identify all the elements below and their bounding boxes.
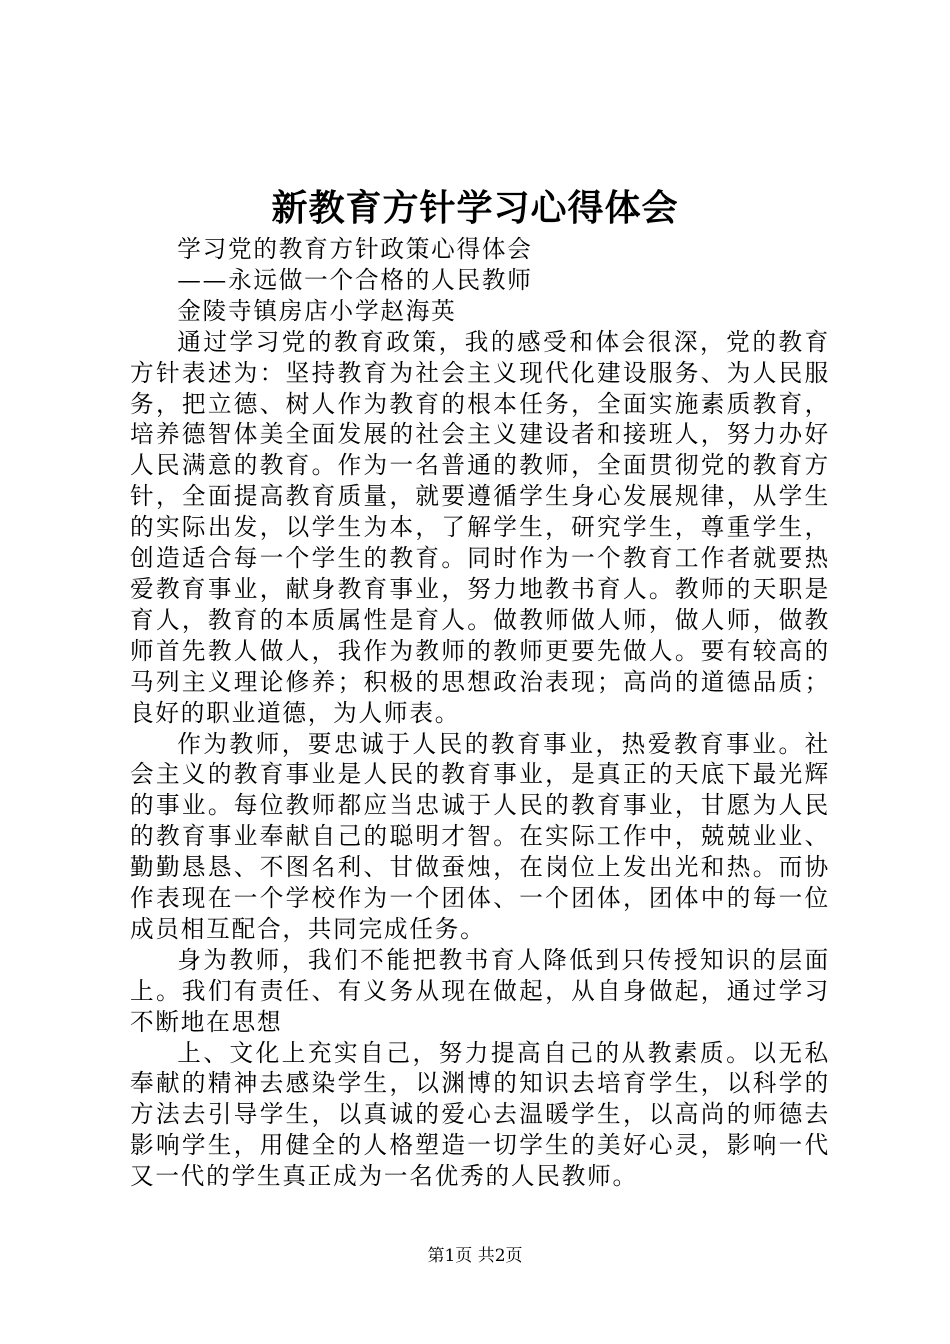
subtitle-line: ——永远做一个合格的人民教师 (177, 265, 533, 294)
document-body (130, 234, 830, 1192)
page-number: 第1页 共2页 (427, 1246, 523, 1266)
body-paragraph: 作为教师，要忠诚于人民的教育事业，热爱教育事业。社会主义的教育事业是人民的教育事业，是真正的天底下最光辉的事业。每位教师都应当忠诚于人民的教育事业，甘愿为人民的教育事业奉献自己的聪明才智。在实际工作中，兢兢业业、勤勤恳恳、不图名利、甘做蚕烛，在岗位上发出光和热。而协作表现在一个学校作为一个团体、一个团体，团体中的每一位成员相互配合，共同完成任务。 (130, 729, 830, 943)
body-paragraph: 上、文化上充实自己，努力提高自己的从教素质。以无私奉献的精神去感染学生，以渊博的知识去培育学生，以科学的方法去引导学生，以真诚的爱心去温暖学生，以高尚的师德去影响学生，用健全的人格塑造一切学生的美好心灵，影响一代又一代的学生真正成为一名优秀的人民教师。 (130, 1038, 830, 1191)
document-title: 新教育方针学习心得体会 (271, 187, 679, 229)
body-paragraph: 身为教师，我们不能把教书育人降低到只传授知识的层面上。我们有责任、有义务从现在做起，从自身做起，通过学习不断地在思想 (130, 945, 830, 1036)
author-line: 金陵寺镇房店小学赵海英 (177, 296, 457, 325)
body-paragraph: 通过学习党的教育政策，我的感受和体会很深，党的教育方针表述为：坚持教育为社会主义现代化建设服务、为人民服务，把立德、树人作为教育的根本任务，全面实施素质教育，培养德智体美全面发展的社会主义建设者和接班人，努力办好人民满意的教育。作为一名普通的教师，全面贯彻党的教育方针，全面提高教育质量，就要遵循学生身心发展规律，从学生的实际出发，以学生为本，了解学生，研究学生，尊重学生，创造适合每一个学生的教育。同时作为一个教育工作者就要热爱教育事业，献身教育事业，努力地教书育人。教师的天职是育人，教育的本质属性是育人。做教师做人师，做人师，做教师首先教人做人，我作为教师的教师更要先做人。要有较高的马列主义理论修养；积极的思想政治表现；高尚的道德品质；良好的职业道德，为人师表。 (130, 327, 830, 727)
subtitle-line: 学习党的教育方针政策心得体会 (177, 235, 533, 263)
